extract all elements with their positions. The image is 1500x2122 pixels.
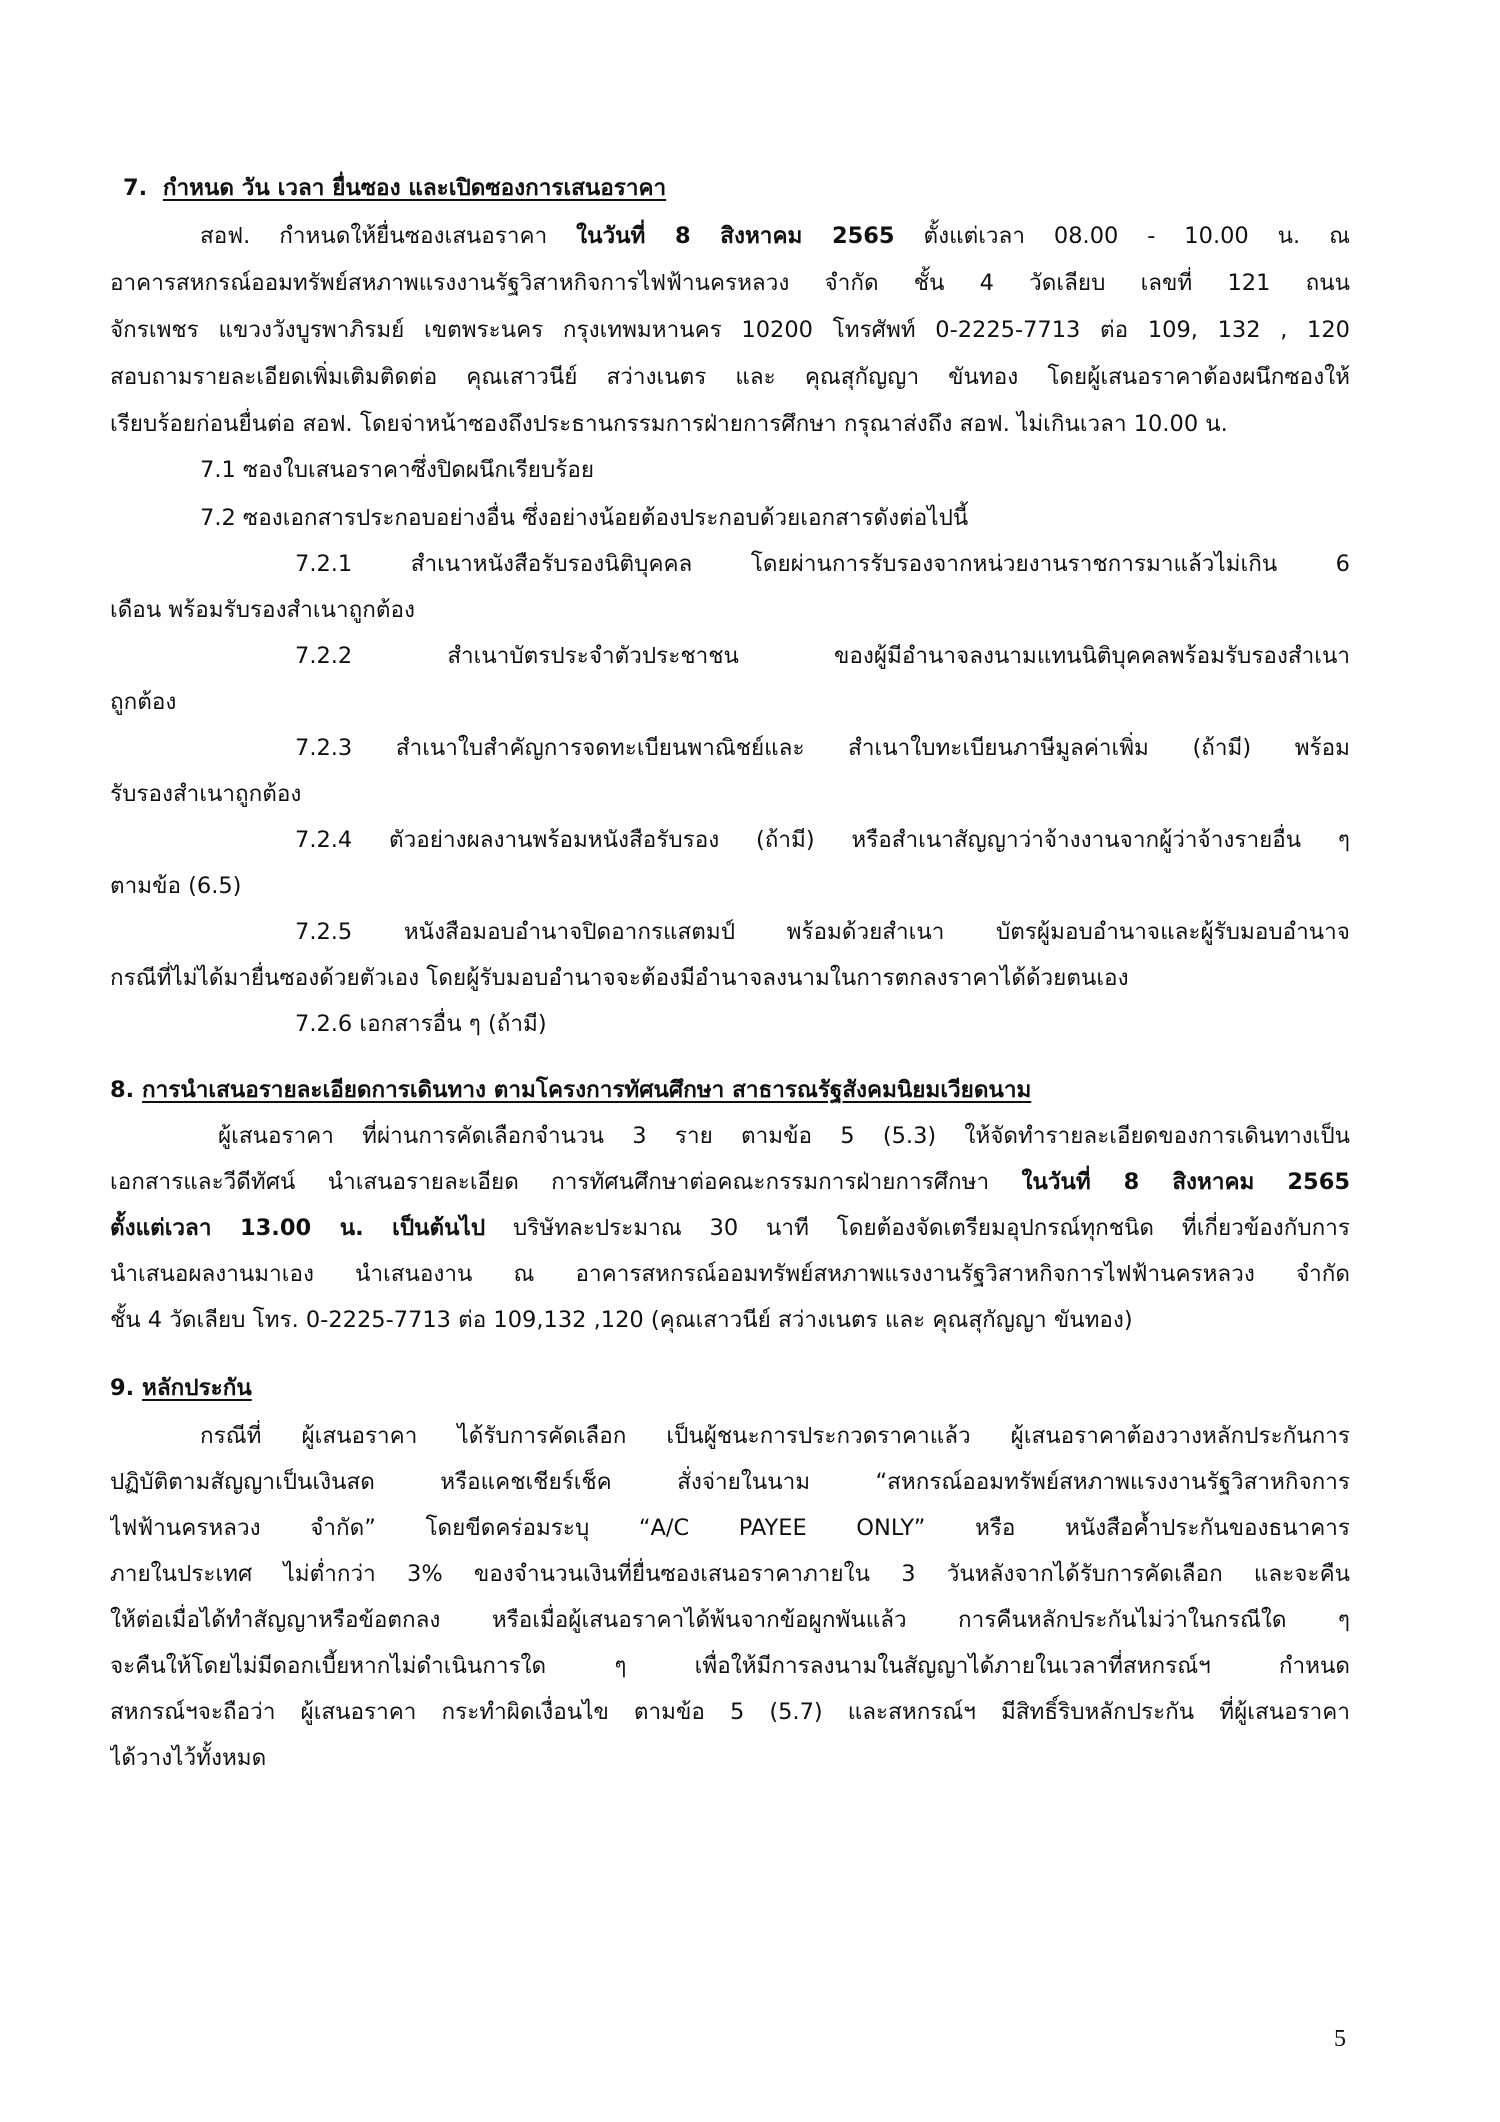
section-8-para-line-3: ตั้งแต่เวลา 13.00 น. เป็นต้นไป บริษัทละประมาณ 30 นาที โดยต้องจัดเตรียมอุปกรณ์ทุกชนิด ที่เกี่ยวข้องกับการ [110,1215,1350,1241]
section-8-para-line-1: ผู้เสนอราคา ที่ผ่านการคัดเลือกจำนวน 3 ราย ตามข้อ 5 (5.3) ให้จัดทำรายละเอียดของการเดินทางเป็น [218,1123,1350,1149]
presentation-date: ในวันที่ 8 สิงหาคม 2565 [1021,1169,1350,1195]
section-7-heading [123,170,1363,206]
item-7-2-5-line-1: 7.2.5 หนังสือมอบอำนาจปิดอากรแสตมป์ พร้อมด้วยสำเนา บัตรผู้มอบอำนาจและผู้รับมอบอำนาจ [295,919,1350,945]
section-8-heading [110,1072,1350,1108]
section-7-number: 7. [123,175,148,201]
item-7-2: 7.2 ซองเอกสารประกอบอย่างอื่น ซึ่งอย่างน้อยต้องประกอบด้วยเอกสารดังต่อไปนี้ [200,505,969,531]
section-8-para-line-2: เอกสารและวีดีทัศน์ นำเสนอรายละเอียด การทัศนศึกษาต่อคณะกรรมการฝ่ายการศึกษา ในวันที่ 8 สิงหาคม 2565 [110,1169,1350,1195]
item-7-2-3-line-1: 7.2.3 สำเนาใบสำคัญการจดทะเบียนพาณิชย์และ สำเนาใบทะเบียนภาษีมูลค่าเพิ่ม (ถ้ามี) พร้อม [295,735,1350,761]
section-9-para-line-7: สหกรณ์ฯจะถือว่า ผู้เสนอราคา กระทำผิดเงื่อนไข ตามข้อ 5 (5.7) และสหกรณ์ฯ มีสิทธิ์ริบหลักประกัน ที่ผู้เสนอราคา [110,1699,1350,1725]
section-9-para-line-3: ไฟฟ้านครหลวง จำกัด” โดยขีดคร่อมระบุ “A/C PAYEE ONLY” หรือ หนังสือค้ำประกันของธนาคาร [110,1515,1350,1541]
item-7-2-2-line-1: 7.2.2 สำเนาบัตรประจำตัวประชาชน ของผู้มีอำนาจลงนามแทนนิติบุคคลพร้อมรับรองสำเนา [295,643,1350,669]
section-9-para-line-6: จะคืนให้โดยไม่มีดอกเบี้ยหากไม่ดำเนินการใด ๆ เพื่อให้มีการลงนามในสัญญาได้ภายในเวลาที่สหกรณ์ฯ กำหนด [110,1653,1350,1679]
presentation-time: ตั้งแต่เวลา 13.00 น. เป็นต้นไป [110,1215,486,1241]
page-number: 5 [1334,2026,1346,2052]
section-9-para-line-5: ให้ต่อเมื่อได้ทำสัญญาหรือข้อตกลง หรือเมื่อผู้เสนอราคาได้พ้นจากข้อผูกพันแล้ว การคืนหลักประกันไม่ว่าในกรณีใด ๆ [110,1607,1350,1633]
item-7-2-4-line-2: ตามข้อ (6.5) [110,873,242,899]
section-9-para-line-8: ได้วางไว้ทั้งหมด [110,1745,267,1771]
item-7-2-1-line-2: เดือน พร้อมรับรองสำเนาถูกต้อง [110,597,415,623]
section-9-para-line-4: ภายในประเทศ ไม่ต่ำกว่า 3% ของจำนวนเงินที่ยื่นซองเสนอราคาภายใน 3 วันหลังจากได้รับการคัดเลือก และจะคืน [110,1561,1350,1587]
section-9-para-line-2: ปฏิบัติตามสัญญาเป็นเงินสด หรือแคชเชียร์เช็ค สั่งจ่ายในนาม “สหกรณ์ออมทรัพย์สหภาพแรงงานรัฐวิสาหกิจการ [110,1469,1350,1495]
section-8-number: 8. [110,1077,135,1103]
section-7-para-line-4: สอบถามรายละเอียดเพิ่มเติมติดต่อ คุณเสาวนีย์ สว่างเนตร และ คุณสุกัญญา ขันทอง โดยผู้เสนอราคาต้องผนึกซองให้ [110,364,1350,390]
item-7-2-5-line-2: กรณีที่ไม่ได้มายื่นซองด้วยตัวเอง โดยผู้รับมอบอำนาจจะต้องมีอำนาจลงนามในการตกลงราคาได้ด้วยตนเอง [110,965,1129,991]
item-7-2-6: 7.2.6 เอกสารอื่น ๆ (ถ้ามี) [295,1011,547,1037]
section-7-para-line-1: สอฟ. กำหนดให้ยื่นซองเสนอราคา ในวันที่ 8 สิงหาคม 2565 ตั้งแต่เวลา 08.00 - 10.00 น. ณ [200,223,1350,249]
item-7-2-1-line-1: 7.2.1 สำเนาหนังสือรับรองนิติบุคคล โดยผ่านการรับรองจากหน่วยงานราชการมาแล้วไม่เกิน 6 [295,551,1350,577]
section-9-heading [110,1370,1350,1406]
submission-date: ในวันที่ 8 สิงหาคม 2565 [576,223,895,249]
section-8-para-line-5: ชั้น 4 วัดเลียบ โทร. 0-2225-7713 ต่อ 109,132 ,120 (คุณเสาวนีย์ สว่างเนตร และ คุณสุกัญญา ขันทอง) [110,1307,1133,1333]
item-7-2-4-line-1: 7.2.4 ตัวอย่างผลงานพร้อมหนังสือรับรอง (ถ้ามี) หรือสำเนาสัญญาว่าจ้างงานจากผู้ว่าจ้างรายอื่น ๆ [295,827,1350,853]
section-7-para-line-3: จักรเพชร แขวงวังบูรพาภิรมย์ เขตพระนคร กรุงเทพมหานคร 10200 โทรศัพท์ 0-2225-7713 ต่อ 109, 132 , 120 [110,317,1350,343]
section-8-para-line-4: นำเสนอผลงานมาเอง นำเสนองาน ณ อาคารสหกรณ์ออมทรัพย์สหภาพแรงงานรัฐวิสาหกิจการไฟฟ้านครหลวง จำกัด [110,1261,1350,1287]
section-7-para-line-2: อาคารสหกรณ์ออมทรัพย์สหภาพแรงงานรัฐวิสาหกิจการไฟฟ้านครหลวง จำกัด ชั้น 4 วัดเลียบ เลขที่ 121 ถนน [110,270,1350,296]
item-7-2-3-line-2: รับรองสำเนาถูกต้อง [110,781,302,807]
section-7-para-line-5: เรียบร้อยก่อนยื่นต่อ สอฟ. โดยจ่าหน้าซองถึงประธานกรรมการฝ่ายการศึกษา กรุณาส่งถึง สอฟ. ไม่เกินเวลา 10.00 น. [110,411,1228,437]
section-9-number: 9. [110,1375,135,1401]
section-7-title: กำหนด วัน เวลา ยื่นซอง และเปิดซองการเสนอราคา [162,175,667,201]
section-8-title: การนำเสนอรายละเอียดการเดินทาง ตามโครงการทัศนศึกษา สาธารณรัฐสังคมนิยมเวียดนาม [142,1077,1032,1103]
section-9-para-line-1: กรณีที่ ผู้เสนอราคา ได้รับการคัดเลือก เป็นผู้ชนะการประกวดราคาแล้ว ผู้เสนอราคาต้องวางหลักประกันการ [200,1423,1350,1449]
item-7-1: 7.1 ซองใบเสนอราคาซึ่งปิดผนึกเรียบร้อย [200,457,595,483]
item-7-2-2-line-2: ถูกต้อง [110,689,177,715]
section-9-title: หลักประกัน [142,1375,252,1401]
